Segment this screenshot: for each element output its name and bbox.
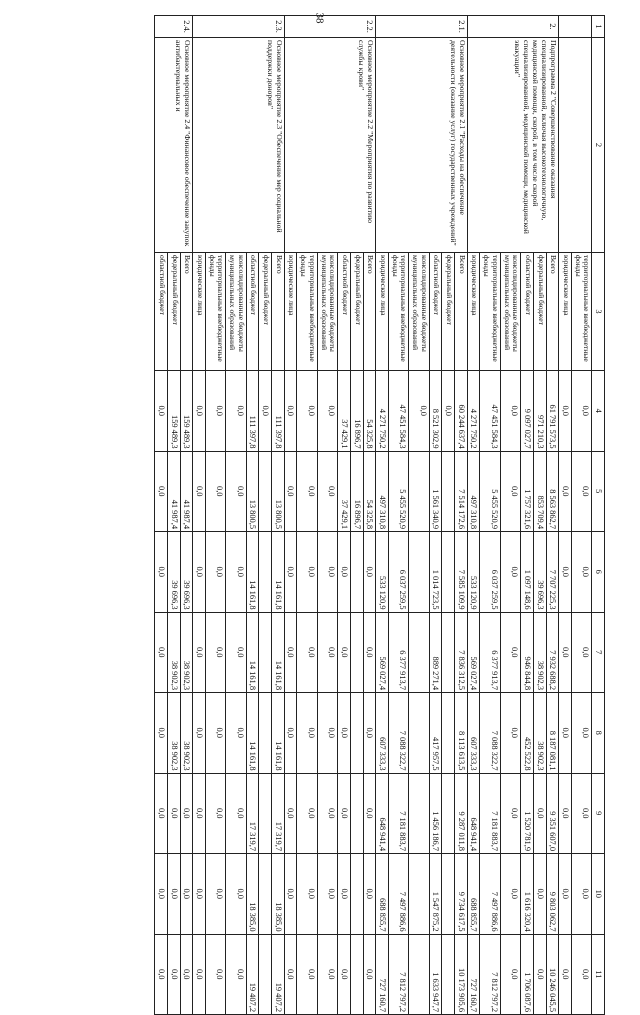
amount-cell: 889 271,4 [429,612,442,693]
amount-cell: 10 246 045,5 [546,934,559,1015]
amount-cell: 39 696,3 [533,532,546,613]
amount-cell: 0,0 [226,612,246,693]
amount-cell: 4 271 750,2 [467,371,480,452]
amount-cell: 0,0 [317,612,337,693]
amount-cell: 0,0 [297,854,317,935]
program-name: Основное мероприятие 2.4 "Финансовое обеспечение закупок антибактериальных и [155,38,193,253]
row-number: 2.2. [284,16,376,38]
amount-cell: 0,0 [338,612,351,693]
amount-cell: 7 497 886,6 [388,854,408,935]
amount-cell: 7 514 172,6 [455,451,468,532]
amount-cell: 7 585 109,9 [455,532,468,613]
amount-cell [442,934,455,1015]
amount-cell: 0,0 [167,934,180,1015]
table-row [272,16,285,1015]
row-number: 2.3. [193,16,285,38]
amount-cell: 0,0 [500,934,520,1015]
amount-cell: 0,0 [167,773,180,854]
amount-cell: 0,0 [297,934,317,1015]
amount-cell: 0,0 [297,532,317,613]
amount-cell: 0,0 [155,693,168,774]
amount-cell: 5 455 520,9 [388,451,408,532]
amount-cell: 0,0 [363,532,376,613]
funding-source: консолидированные бюджеты муниципальных образований [317,253,337,371]
program-name [559,38,592,253]
amount-cell: 0,0 [205,612,225,693]
amount-cell: 0,0 [226,371,246,452]
amount-cell: 0,0 [559,934,572,1015]
amount-cell: 5 455 520,9 [480,451,500,532]
program-name: Основное мероприятие 2.2 "Мероприятия по развитию службы крови" [284,38,376,253]
amount-cell: 0,0 [226,934,246,1015]
amount-cell: 0,0 [317,532,337,613]
amount-cell [442,773,455,854]
amount-cell: 0,0 [155,934,168,1015]
amount-cell: 0,0 [559,371,572,452]
amount-cell: 7 707 225,3 [546,532,559,613]
amount-cell [259,934,272,1015]
amount-cell: 41 987,4 [180,451,193,532]
amount-cell: 8 563 862,7 [546,451,559,532]
amount-cell: 37 429,1 [338,371,351,452]
amount-cell: 0,0 [338,773,351,854]
amount-cell: 18 385,0 [246,854,259,935]
amount-cell: 7 088 322,7 [388,693,408,774]
amount-cell: 0,0 [559,693,572,774]
amount-cell: 0,0 [226,854,246,935]
amount-cell: 0,0 [284,532,297,613]
funding-source: федеральный бюджет [259,253,272,371]
amount-cell: 0,0 [338,934,351,1015]
amount-cell [442,532,455,613]
table-body [155,16,592,1015]
amount-cell: 14 161,8 [246,693,259,774]
amount-cell: 9 097 027,7 [521,371,534,452]
funding-source: территориальные внебюджетные фонды [571,253,591,371]
amount-cell: 0,0 [571,371,591,452]
amount-cell: 688 855,7 [376,854,389,935]
amount-cell: 0,0 [500,773,520,854]
amount-cell: 8 187 081,1 [546,693,559,774]
header-row [592,16,605,1015]
amount-cell: 688 855,7 [467,854,480,935]
amount-cell: 0,0 [317,451,337,532]
amount-cell [259,532,272,613]
funding-source: федеральный бюджет [167,253,180,371]
amount-cell: 0,0 [193,371,206,452]
funding-source: территориальные внебюджетные фонды [205,253,225,371]
amount-cell: 417 957,5 [429,693,442,774]
amount-cell: 0,0 [259,371,272,452]
column-header: 10 [592,854,605,935]
column-header: 11 [592,934,605,1015]
amount-cell: 10 173 905,6 [455,934,468,1015]
amount-cell: 13 800,5 [246,451,259,532]
amount-cell: 0,0 [338,693,351,774]
funding-source: консолидированные бюджеты муниципальных образований [226,253,246,371]
amount-cell: 4 271 750,2 [376,371,389,452]
amount-cell: 38 902,3 [533,693,546,774]
amount-cell: 6 377 913,7 [480,612,500,693]
amount-cell: 0,0 [226,773,246,854]
amount-cell: 1 097 148,6 [521,532,534,613]
amount-cell: 0,0 [533,854,546,935]
amount-cell: 497 310,8 [467,451,480,532]
amount-cell: 9 287 011,8 [455,773,468,854]
amount-cell: 0,0 [193,451,206,532]
funding-source: консолидированные бюджеты муниципальных образований [409,253,429,371]
funding-source: областной бюджет [429,253,442,371]
amount-cell: 0,0 [500,371,520,452]
amount-cell: 0,0 [180,854,193,935]
amount-cell: 0,0 [317,693,337,774]
amount-cell: 19 407,2 [272,934,285,1015]
amount-cell: 0,0 [559,532,572,613]
amount-cell [350,773,363,854]
amount-cell: 18 385,0 [272,854,285,935]
column-header: 4 [592,371,605,452]
amount-cell: 0,0 [559,773,572,854]
amount-cell [409,693,429,774]
amount-cell: 0,0 [155,773,168,854]
amount-cell: 0,0 [193,773,206,854]
column-header: 7 [592,612,605,693]
amount-cell: 0,0 [226,532,246,613]
funding-source: федеральный бюджет [533,253,546,371]
amount-cell: 0,0 [500,612,520,693]
amount-cell [350,854,363,935]
amount-cell: 0,0 [363,693,376,774]
amount-cell: 0,0 [500,854,520,935]
amount-cell: 0,0 [571,451,591,532]
amount-cell: 648 941,4 [467,773,480,854]
table-row [363,16,376,1015]
amount-cell [259,854,272,935]
amount-cell: 1 616 320,4 [521,854,534,935]
amount-cell: 497 310,8 [376,451,389,532]
amount-cell: 0,0 [205,693,225,774]
amount-cell: 0,0 [571,854,591,935]
amount-cell: 0,0 [193,693,206,774]
table-row [546,16,559,1015]
amount-cell: 8 521 302,9 [429,371,442,452]
amount-cell: 1 561 340,9 [429,451,442,532]
amount-cell [259,451,272,532]
amount-cell: 60 244 637,4 [455,371,468,452]
amount-cell: 0,0 [180,773,193,854]
amount-cell: 0,0 [205,532,225,613]
amount-cell: 14 161,8 [272,612,285,693]
amount-cell: 0,0 [284,693,297,774]
amount-cell: 0,0 [284,773,297,854]
amount-cell: 0,0 [500,693,520,774]
amount-cell: 0,0 [193,612,206,693]
amount-cell: 533 120,9 [376,532,389,613]
amount-cell [409,854,429,935]
program-name: Подпрограмма 2 "Совершенствование оказания специализированной, включая высокотехнологичную, медицинской помощи, скорой, в том числе скорой специализированной, медицинской помощи, медицинской эвакуации" [467,38,559,253]
amount-cell: 17 319,7 [272,773,285,854]
amount-cell: 0,0 [571,934,591,1015]
amount-cell: 533 120,9 [467,532,480,613]
amount-cell: 946 844,8 [521,612,534,693]
amount-cell: 159 489,3 [180,371,193,452]
amount-cell: 0,0 [559,451,572,532]
amount-cell: 452 522,8 [521,693,534,774]
funding-source: Всего [180,253,193,371]
amount-cell: 0,0 [193,934,206,1015]
amount-cell: 0,0 [317,934,337,1015]
program-name: Основное мероприятие 2.1 "Расходы на обеспечение деятельности (оказание услуг) государственных учреждений" [376,38,468,253]
amount-cell: 1 456 186,7 [429,773,442,854]
amount-cell [409,773,429,854]
amount-cell: 0,0 [284,451,297,532]
amount-cell: 0,0 [297,773,317,854]
amount-cell: 16 896,7 [350,451,363,532]
amount-cell: 971 210,3 [533,371,546,452]
amount-cell: 0,0 [533,934,546,1015]
amount-cell: 607 333,3 [376,693,389,774]
amount-cell: 0,0 [297,371,317,452]
column-header: 3 [592,253,605,371]
amount-cell: 61 791 573,5 [546,371,559,452]
amount-cell: 7 181 883,7 [480,773,500,854]
amount-cell: 1 757 321,6 [521,451,534,532]
amount-cell: 0,0 [193,854,206,935]
amount-cell: 14 161,8 [246,612,259,693]
amount-cell [409,451,429,532]
amount-cell: 0,0 [155,532,168,613]
amount-cell: 0,0 [317,773,337,854]
amount-cell: 38 902,3 [533,612,546,693]
amount-cell: 8 113 613,5 [455,693,468,774]
funding-source: юридические лица [193,253,206,371]
column-header: 8 [592,693,605,774]
amount-cell [350,693,363,774]
amount-cell: 38 902,3 [180,693,193,774]
funding-source: областной бюджет [246,253,259,371]
budget-table [154,12,605,1015]
amount-cell: 0,0 [155,854,168,935]
amount-cell: 0,0 [409,371,429,452]
amount-cell: 0,0 [363,612,376,693]
amount-cell: 0,0 [193,532,206,613]
amount-cell: 111 397,8 [246,371,259,452]
column-header: 6 [592,532,605,613]
amount-cell: 159 489,3 [167,371,180,452]
amount-cell: 1 520 781,9 [521,773,534,854]
amount-cell: 0,0 [571,612,591,693]
amount-cell: 1 014 723,5 [429,532,442,613]
amount-cell [409,934,429,1015]
funding-source: федеральный бюджет [442,253,455,371]
amount-cell: 1 633 947,7 [429,934,442,1015]
funding-source: территориальные внебюджетные фонды [480,253,500,371]
amount-cell: 0,0 [205,451,225,532]
funding-source: федеральный бюджет [350,253,363,371]
amount-cell: 0,0 [297,612,317,693]
row-number: 2.4. [155,16,193,38]
amount-cell [442,451,455,532]
amount-cell: 7 497 886,6 [480,854,500,935]
amount-cell: 0,0 [284,934,297,1015]
amount-cell: 0,0 [284,371,297,452]
amount-cell: 569 027,4 [376,612,389,693]
amount-cell: 111 397,8 [272,371,285,452]
amount-cell [350,532,363,613]
funding-source: областной бюджет [338,253,351,371]
funding-source: Всего [272,253,285,371]
amount-cell: 54 325,8 [363,451,376,532]
amount-cell [409,532,429,613]
amount-cell: 0,0 [205,773,225,854]
funding-source: территориальные внебюджетные фонды [297,253,317,371]
amount-cell: 14 161,8 [272,693,285,774]
funding-source: юридические лица [559,253,572,371]
funding-source: Всего [363,253,376,371]
table-row [180,16,193,1015]
amount-cell [259,693,272,774]
amount-cell: 0,0 [571,693,591,774]
amount-cell: 16 896,7 [350,371,363,452]
amount-cell: 0,0 [571,773,591,854]
amount-cell: 19 407,2 [246,934,259,1015]
amount-cell: 0,0 [363,854,376,935]
amount-cell [409,612,429,693]
amount-cell: 0,0 [180,934,193,1015]
amount-cell: 0,0 [442,371,455,452]
amount-cell [442,612,455,693]
amount-cell: 41 987,4 [167,451,180,532]
amount-cell: 39 696,3 [180,532,193,613]
table-row [455,16,468,1015]
funding-source: юридические лица [284,253,297,371]
amount-cell: 0,0 [205,934,225,1015]
amount-cell: 7 181 883,7 [388,773,408,854]
amount-cell: 14 161,8 [246,532,259,613]
amount-cell: 0,0 [205,854,225,935]
amount-cell: 0,0 [559,854,572,935]
funding-source: областной бюджет [155,253,168,371]
funding-source: юридические лица [467,253,480,371]
amount-cell: 7 836 312,5 [455,612,468,693]
amount-cell: 0,0 [559,612,572,693]
amount-cell: 9 351 607,0 [546,773,559,854]
budget-table-container [35,12,605,1015]
amount-cell: 853 709,4 [533,451,546,532]
row-number: 2. [467,16,559,38]
amount-cell: 0,0 [297,693,317,774]
amount-cell: 47 451 584,3 [480,371,500,452]
table-header [592,16,605,1015]
table-row [571,16,591,1015]
amount-cell: 9 803 062,7 [546,854,559,935]
amount-cell: 0,0 [226,693,246,774]
amount-cell: 0,0 [226,451,246,532]
amount-cell [259,773,272,854]
amount-cell [259,612,272,693]
amount-cell: 0,0 [284,854,297,935]
amount-cell: 727 160,7 [376,934,389,1015]
amount-cell: 7 812 797,2 [480,934,500,1015]
amount-cell: 0,0 [284,612,297,693]
funding-source: юридические лица [376,253,389,371]
amount-cell: 0,0 [338,854,351,935]
amount-cell: 54 325,8 [363,371,376,452]
column-header: 1 [592,16,605,38]
funding-source: Всего [546,253,559,371]
amount-cell: 17 319,7 [246,773,259,854]
amount-cell: 1 547 875,2 [429,854,442,935]
amount-cell: 0,0 [155,451,168,532]
amount-cell: 14 161,8 [272,532,285,613]
amount-cell: 6 377 913,7 [388,612,408,693]
amount-cell: 13 800,5 [272,451,285,532]
column-header: 2 [592,38,605,253]
amount-cell: 7 812 797,2 [388,934,408,1015]
amount-cell: 0,0 [500,532,520,613]
amount-cell: 6 037 259,5 [388,532,408,613]
amount-cell: 727 160,7 [467,934,480,1015]
amount-cell: 607 333,3 [467,693,480,774]
amount-cell: 0,0 [317,371,337,452]
amount-cell: 47 451 584,3 [388,371,408,452]
page-number-text: 38 [313,12,326,24]
amount-cell: 38 902,3 [167,612,180,693]
amount-cell: 9 734 617,5 [455,854,468,935]
amount-cell: 0,0 [155,612,168,693]
funding-source: областной бюджет [521,253,534,371]
amount-cell: 0,0 [500,451,520,532]
amount-cell [350,612,363,693]
amount-cell: 37 429,1 [338,451,351,532]
row-number: 2.1. [376,16,468,38]
funding-source: Всего [455,253,468,371]
amount-cell: 39 696,3 [167,532,180,613]
amount-cell: 569 027,4 [467,612,480,693]
row-number [559,16,592,38]
funding-source: территориальные внебюджетные фонды [388,253,408,371]
amount-cell: 7 088 322,7 [480,693,500,774]
amount-cell: 6 037 259,5 [480,532,500,613]
amount-cell: 0,0 [363,934,376,1015]
amount-cell: 0,0 [205,371,225,452]
amount-cell: 0,0 [533,773,546,854]
amount-cell [442,693,455,774]
amount-cell [442,854,455,935]
funding-source: консолидированные бюджеты муниципальных образований [500,253,520,371]
column-header: 5 [592,451,605,532]
amount-cell: 0,0 [363,773,376,854]
amount-cell [350,934,363,1015]
amount-cell: 1 706 087,6 [521,934,534,1015]
amount-cell: 0,0 [571,532,591,613]
amount-cell: 0,0 [167,854,180,935]
amount-cell: 0,0 [155,371,168,452]
amount-cell: 648 941,4 [376,773,389,854]
amount-cell: 38 902,3 [180,612,193,693]
amount-cell: 0,0 [317,854,337,935]
amount-cell: 0,0 [297,451,317,532]
amount-cell: 0,0 [338,532,351,613]
amount-cell: 7 932 688,2 [546,612,559,693]
amount-cell: 38 902,3 [167,693,180,774]
program-name: Основное мероприятие 2.3 "Обеспечение мер социальной поддержки доноров" [193,38,285,253]
column-header: 9 [592,773,605,854]
